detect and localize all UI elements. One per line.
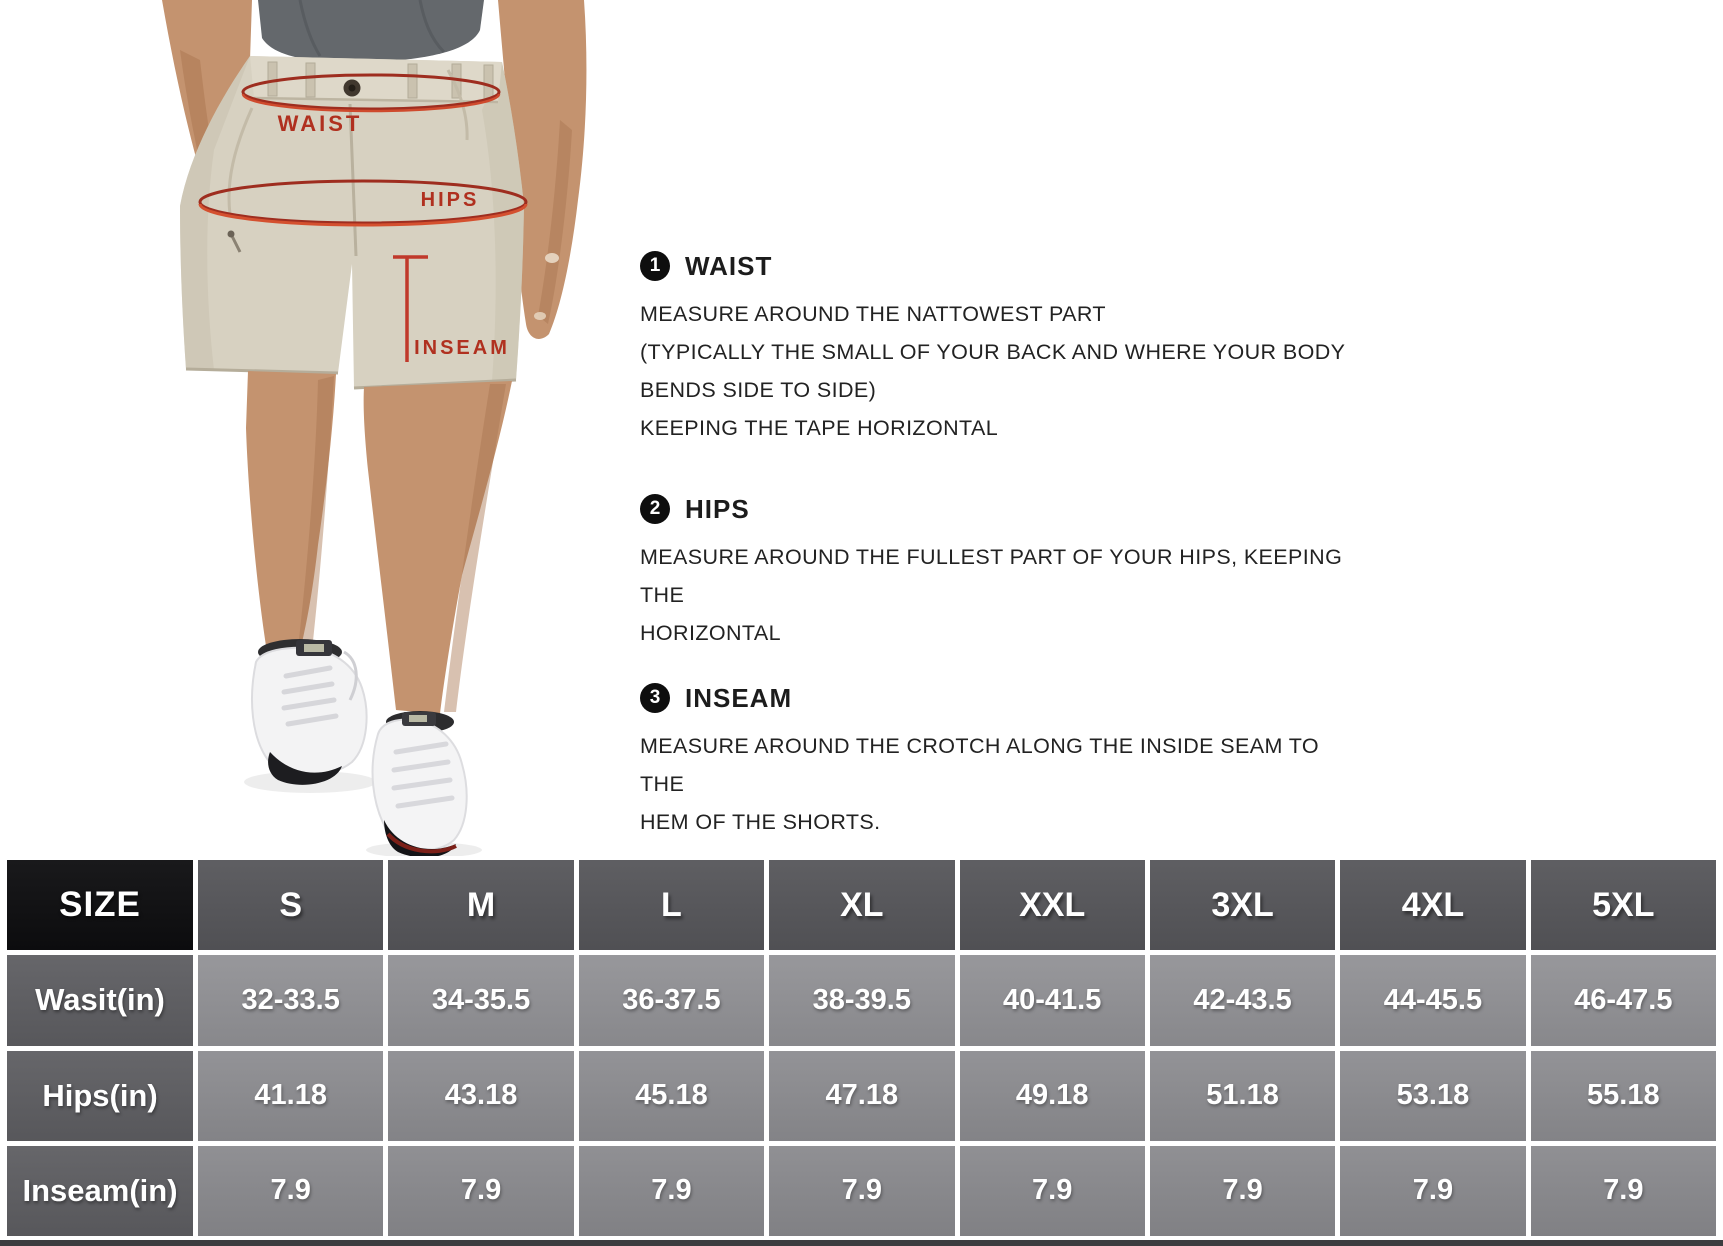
size-col-header: XXL	[960, 860, 1145, 950]
instruction-heading-waist	[640, 250, 1360, 282]
size-table	[0, 856, 1723, 1240]
thumb-nail	[545, 253, 559, 263]
size-cell: 7.9	[579, 1146, 764, 1236]
belt-loop	[306, 63, 315, 97]
row-label-inseam: Inseam(in)	[7, 1146, 193, 1236]
size-cell: 7.9	[198, 1146, 383, 1236]
instruction-line: HORIZONTAL	[640, 621, 781, 645]
instruction-body-hips	[640, 538, 1360, 652]
finger-nail	[534, 312, 546, 320]
size-cell: 7.9	[769, 1146, 954, 1236]
size-cell: 42-43.5	[1150, 955, 1335, 1045]
size-col-header: L	[579, 860, 764, 950]
size-cell: 7.9	[388, 1146, 573, 1236]
size-cell: 7.9	[1150, 1146, 1335, 1236]
instruction-line: (TYPICALLY THE SMALL OF YOUR BACK AND WHERE YOUR BODY	[640, 340, 1346, 364]
waist-photo-label: WAIST	[277, 111, 363, 136]
size-cell: 47.18	[769, 1051, 954, 1141]
left-shoe	[252, 639, 367, 785]
size-cell: 46-47.5	[1531, 955, 1716, 1045]
model-photo-illustration	[0, 0, 600, 858]
size-table-corner: SIZE	[7, 860, 193, 950]
belt-loop	[484, 65, 493, 99]
size-cell: 41.18	[198, 1051, 383, 1141]
size-cell: 51.18	[1150, 1051, 1335, 1141]
size-cell: 44-45.5	[1340, 955, 1525, 1045]
size-col-header: 3XL	[1150, 860, 1335, 950]
size-cell: 32-33.5	[198, 955, 383, 1045]
inseam-photo-label: INSEAM	[414, 337, 510, 359]
size-col-header: XL	[769, 860, 954, 950]
table-bottom-edge	[0, 1240, 1723, 1246]
instruction-heading-inseam	[640, 682, 1360, 714]
instruction-line: MEASURE AROUND THE FULLEST PART OF YOUR HIPS, KEEPING THE	[640, 545, 1343, 607]
number-2-icon: 2	[640, 494, 670, 524]
size-cell: 55.18	[1531, 1051, 1716, 1141]
number-1-icon: 1	[640, 251, 670, 281]
instruction-title: WAIST	[685, 250, 773, 281]
row-label-hips: Hips(in)	[7, 1051, 193, 1141]
instruction-line: KEEPING THE TAPE HORIZONTAL	[640, 416, 999, 440]
size-col-header: S	[198, 860, 383, 950]
size-col-header: 5XL	[1531, 860, 1716, 950]
size-cell: 38-39.5	[769, 955, 954, 1045]
size-cell: 43.18	[388, 1051, 573, 1141]
instruction-heading-hips	[640, 493, 1360, 525]
size-col-header: M	[388, 860, 573, 950]
instruction-line: BENDS SIDE TO SIDE)	[640, 378, 877, 402]
size-cell: 7.9	[1340, 1146, 1525, 1236]
size-cell: 40-41.5	[960, 955, 1145, 1045]
size-cell: 53.18	[1340, 1051, 1525, 1141]
number-3-icon: 3	[640, 683, 670, 713]
size-cell: 7.9	[960, 1146, 1145, 1236]
size-cell: 45.18	[579, 1051, 764, 1141]
size-cell: 49.18	[960, 1051, 1145, 1141]
instruction-line: MEASURE AROUND THE NATTOWEST PART	[640, 302, 1106, 326]
instruction-title: HIPS	[685, 493, 750, 524]
instruction-line: HEM OF THE SHORTS.	[640, 810, 881, 834]
size-cell: 7.9	[1531, 1146, 1716, 1236]
instruction-body-inseam	[640, 727, 1360, 841]
size-cell: 36-37.5	[579, 955, 764, 1045]
instruction-title: INSEAM	[685, 682, 793, 713]
hips-photo-label: HIPS	[420, 189, 480, 211]
instruction-line: MEASURE AROUND THE CROTCH ALONG THE INSIDE SEAM TO THE	[640, 734, 1320, 796]
size-cell: 34-35.5	[388, 955, 573, 1045]
belt-loop	[268, 62, 277, 96]
instruction-body-waist	[640, 295, 1360, 447]
measure-instructions	[640, 250, 1360, 841]
model-photo	[0, 0, 600, 858]
size-col-header: 4XL	[1340, 860, 1525, 950]
row-label-waist: Wasit(in)	[7, 955, 193, 1045]
right-shoe	[373, 711, 467, 858]
shirt	[258, 0, 484, 62]
belt-loop	[408, 64, 417, 98]
